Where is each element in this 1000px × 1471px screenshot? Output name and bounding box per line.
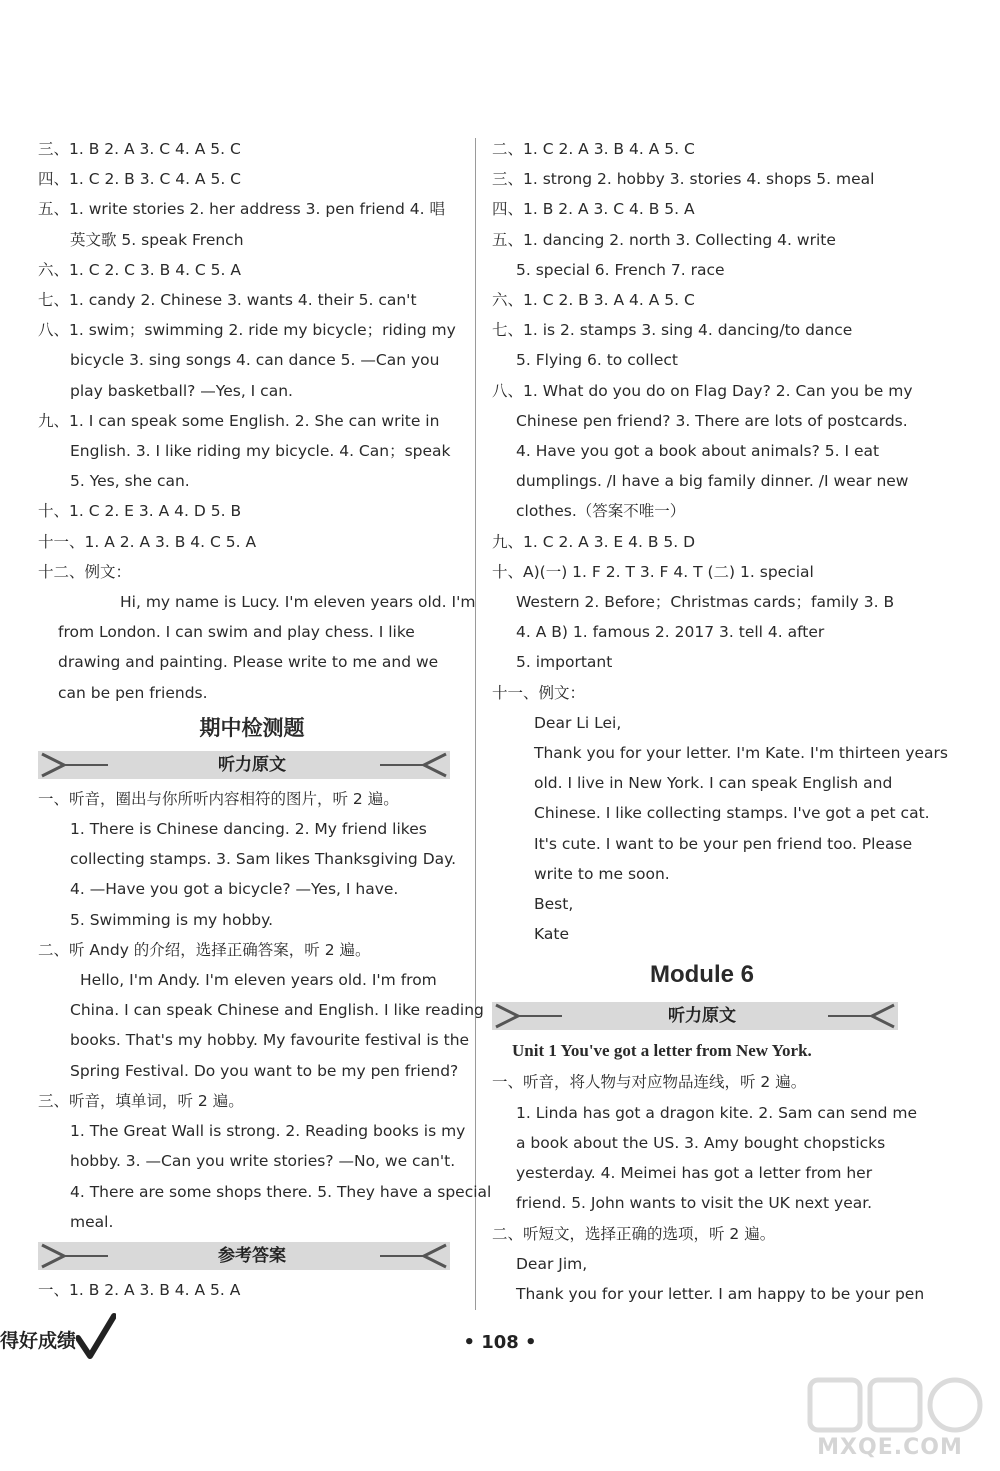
- column-divider: [475, 138, 476, 1310]
- answer-line: 七、1. candy 2. Chinese 3. wants 4. their 5. can't: [38, 291, 417, 310]
- letter-line: old. I live in New York. I can speak English and: [534, 774, 893, 793]
- answers-banner: [38, 1239, 466, 1273]
- answer-line: 八、1. What do you do on Flag Day? 2. Can you be my: [492, 381, 913, 400]
- answer-line: 英文歌 5. speak French: [70, 230, 244, 249]
- left-column: [38, 134, 492, 1305]
- answer-line: bicycle 3. sing songs 4. can dance 5. —Can you: [70, 351, 440, 370]
- script-line: Thank you for your letter. I am happy to be your pen: [516, 1284, 925, 1303]
- listening-banner: [492, 999, 912, 1033]
- essay-line: from London. I can swim and play chess. I like: [58, 623, 415, 642]
- unit-title: Unit 1 You've got a letter from New York.: [512, 1041, 812, 1061]
- answer-line: 一、1. B 2. A 3. B 4. A 5. A: [38, 1280, 241, 1299]
- answer-line: 十、1. C 2. E 3. A 4. D 5. B: [38, 502, 242, 521]
- question-title: 二、听 Andy 的介绍，选择正确答案，听 2 遍。: [38, 940, 371, 959]
- script-line: collecting stamps. 3. Sam likes Thanksgiving Day.: [70, 850, 457, 869]
- script-line: meal.: [70, 1212, 114, 1231]
- answer-line: 十一、1. A 2. A 3. B 4. C 5. A: [38, 532, 257, 551]
- script-line: 5. Swimming is my hobby.: [70, 910, 274, 929]
- script-line: China. I can speak Chinese and English. I like reading: [70, 1001, 484, 1020]
- script-line: Hello, I'm Andy. I'm eleven years old. I'm from: [80, 971, 437, 990]
- answer-line: 5. Yes, she can.: [70, 472, 190, 491]
- answer-line: play basketball? —Yes, I can.: [70, 381, 293, 400]
- answer-line: 五、1. dancing 2. north 3. Collecting 4. write: [492, 230, 836, 249]
- script-line: 1. Linda has got a dragon kite. 2. Sam can send me: [516, 1103, 918, 1122]
- answer-line: 5. important: [516, 653, 613, 672]
- letter-line: Best,: [534, 895, 574, 914]
- answer-line: Western 2. Before；Christmas cards；family 3. B: [516, 593, 895, 612]
- brand-logo: 得好成绩: [0, 1330, 77, 1352]
- script-line: yesterday. 4. Meimei has got a letter from her: [516, 1164, 873, 1183]
- script-line: books. That's my hobby. My favourite festival is the: [70, 1031, 470, 1050]
- answer-line: clothes.（答案不唯一）: [516, 502, 686, 521]
- answer-line: 六、1. C 2. B 3. A 4. A 5. C: [492, 291, 695, 310]
- answer-line: 5. Flying 6. to collect: [516, 351, 678, 370]
- answer-line: 四、1. C 2. B 3. C 4. A 5. C: [38, 170, 241, 189]
- script-line: Dear Jim,: [516, 1254, 588, 1273]
- question-title: 二、听短文，选择正确的选项，听 2 遍。: [492, 1224, 776, 1243]
- answer-line: 六、1. C 2. C 3. B 4. C 5. A: [38, 260, 241, 279]
- right-column: [492, 134, 948, 1309]
- script-line: Spring Festival. Do you want to be my pen friend?: [70, 1061, 459, 1080]
- script-line: 4. —Have you got a bicycle? —Yes, I have.: [70, 880, 399, 899]
- answer-line: 八、1. swim；swimming 2. ride my bicycle；riding my: [38, 321, 456, 340]
- answer-line: 七、1. is 2. stamps 3. sing 4. dancing/to dance: [492, 321, 853, 340]
- letter-line: Dear Li Lei,: [534, 713, 622, 732]
- letter-line: Thank you for your letter. I'm Kate. I'm thirteen years: [534, 744, 948, 763]
- answer-line: 九、1. I can speak some English. 2. She can write in: [38, 411, 440, 430]
- answer-line: 4. A B) 1. famous 2. 2017 3. tell 4. after: [516, 623, 825, 642]
- question-title: 一、听音，将人物与对应物品连线，听 2 遍。: [492, 1073, 807, 1092]
- banner-label: 听力原文: [668, 1006, 736, 1027]
- answer-line: dumplings. /I have a big family dinner. /I wear new: [516, 472, 909, 491]
- answer-line: 十二、例文：: [38, 562, 132, 581]
- script-line: 1. There is Chinese dancing. 2. My friend likes: [70, 820, 427, 839]
- midterm-title: 期中检测题: [199, 715, 305, 740]
- script-line: hobby. 3. —Can you write stories? —No, we can't.: [70, 1152, 456, 1171]
- essay-line: drawing and painting. Please write to me and we: [58, 653, 439, 672]
- essay-line: can be pen friends.: [58, 683, 208, 702]
- answer-line: English. 3. I like riding my bicycle. 4. Can；speak: [70, 442, 451, 461]
- banner-label: 听力原文: [218, 754, 286, 775]
- script-line: a book about the US. 3. Amy bought chopsticks: [516, 1133, 886, 1152]
- listening-banner: [38, 748, 466, 782]
- banner-label: 参考答案: [218, 1245, 286, 1266]
- script-line: friend. 5. John wants to visit the UK next year.: [516, 1194, 873, 1213]
- letter-line: Kate: [534, 925, 570, 944]
- answer-line: 四、1. B 2. A 3. C 4. B 5. A: [492, 200, 695, 219]
- answer-line: 三、1. strong 2. hobby 3. stories 4. shops 5. meal: [492, 170, 875, 189]
- watermark-logo-icon: [790, 1372, 990, 1442]
- answer-line: 十、A)(一) 1. F 2. T 3. F 4. T (二) 1. special: [492, 562, 814, 581]
- essay-line: Hi, my name is Lucy. I'm eleven years old. I'm: [120, 593, 476, 612]
- module-title: Module 6: [649, 961, 754, 989]
- letter-line: Chinese. I like collecting stamps. I've got a pet cat.: [534, 804, 930, 823]
- answer-line: 五、1. write stories 2. her address 3. pen friend 4. 唱: [38, 200, 445, 219]
- answer-line: 十一、例文：: [492, 683, 586, 702]
- answer-line: 二、1. C 2. A 3. B 4. A 5. C: [492, 140, 695, 158]
- script-line: 4. There are some shops there. 5. They have a special: [70, 1182, 492, 1201]
- letter-line: write to me soon.: [534, 864, 670, 883]
- answer-line: 九、1. C 2. A 3. E 4. B 5. D: [492, 532, 696, 551]
- letter-line: It's cute. I want to be your pen friend too. Please: [534, 834, 913, 853]
- question-title: 三、听音，填单词，听 2 遍。: [38, 1091, 244, 1110]
- answer-line: 4. Have you got a book about animals? 5. I eat: [516, 442, 880, 461]
- page-number: • 108 •: [463, 1332, 537, 1353]
- watermark-text: MXQE.COM: [817, 1435, 963, 1460]
- answer-line: 5. special 6. French 7. race: [516, 260, 725, 279]
- answer-line: 三、1. B 2. A 3. C 4. A 5. C: [38, 140, 241, 158]
- answer-line: Chinese pen friend? 3. There are lots of postcards.: [516, 411, 908, 430]
- watermark: [790, 1372, 990, 1464]
- question-title: 一、听音，圈出与你所听内容相符的图片，听 2 遍。: [38, 789, 399, 808]
- script-line: 1. The Great Wall is strong. 2. Reading books is my: [70, 1122, 466, 1141]
